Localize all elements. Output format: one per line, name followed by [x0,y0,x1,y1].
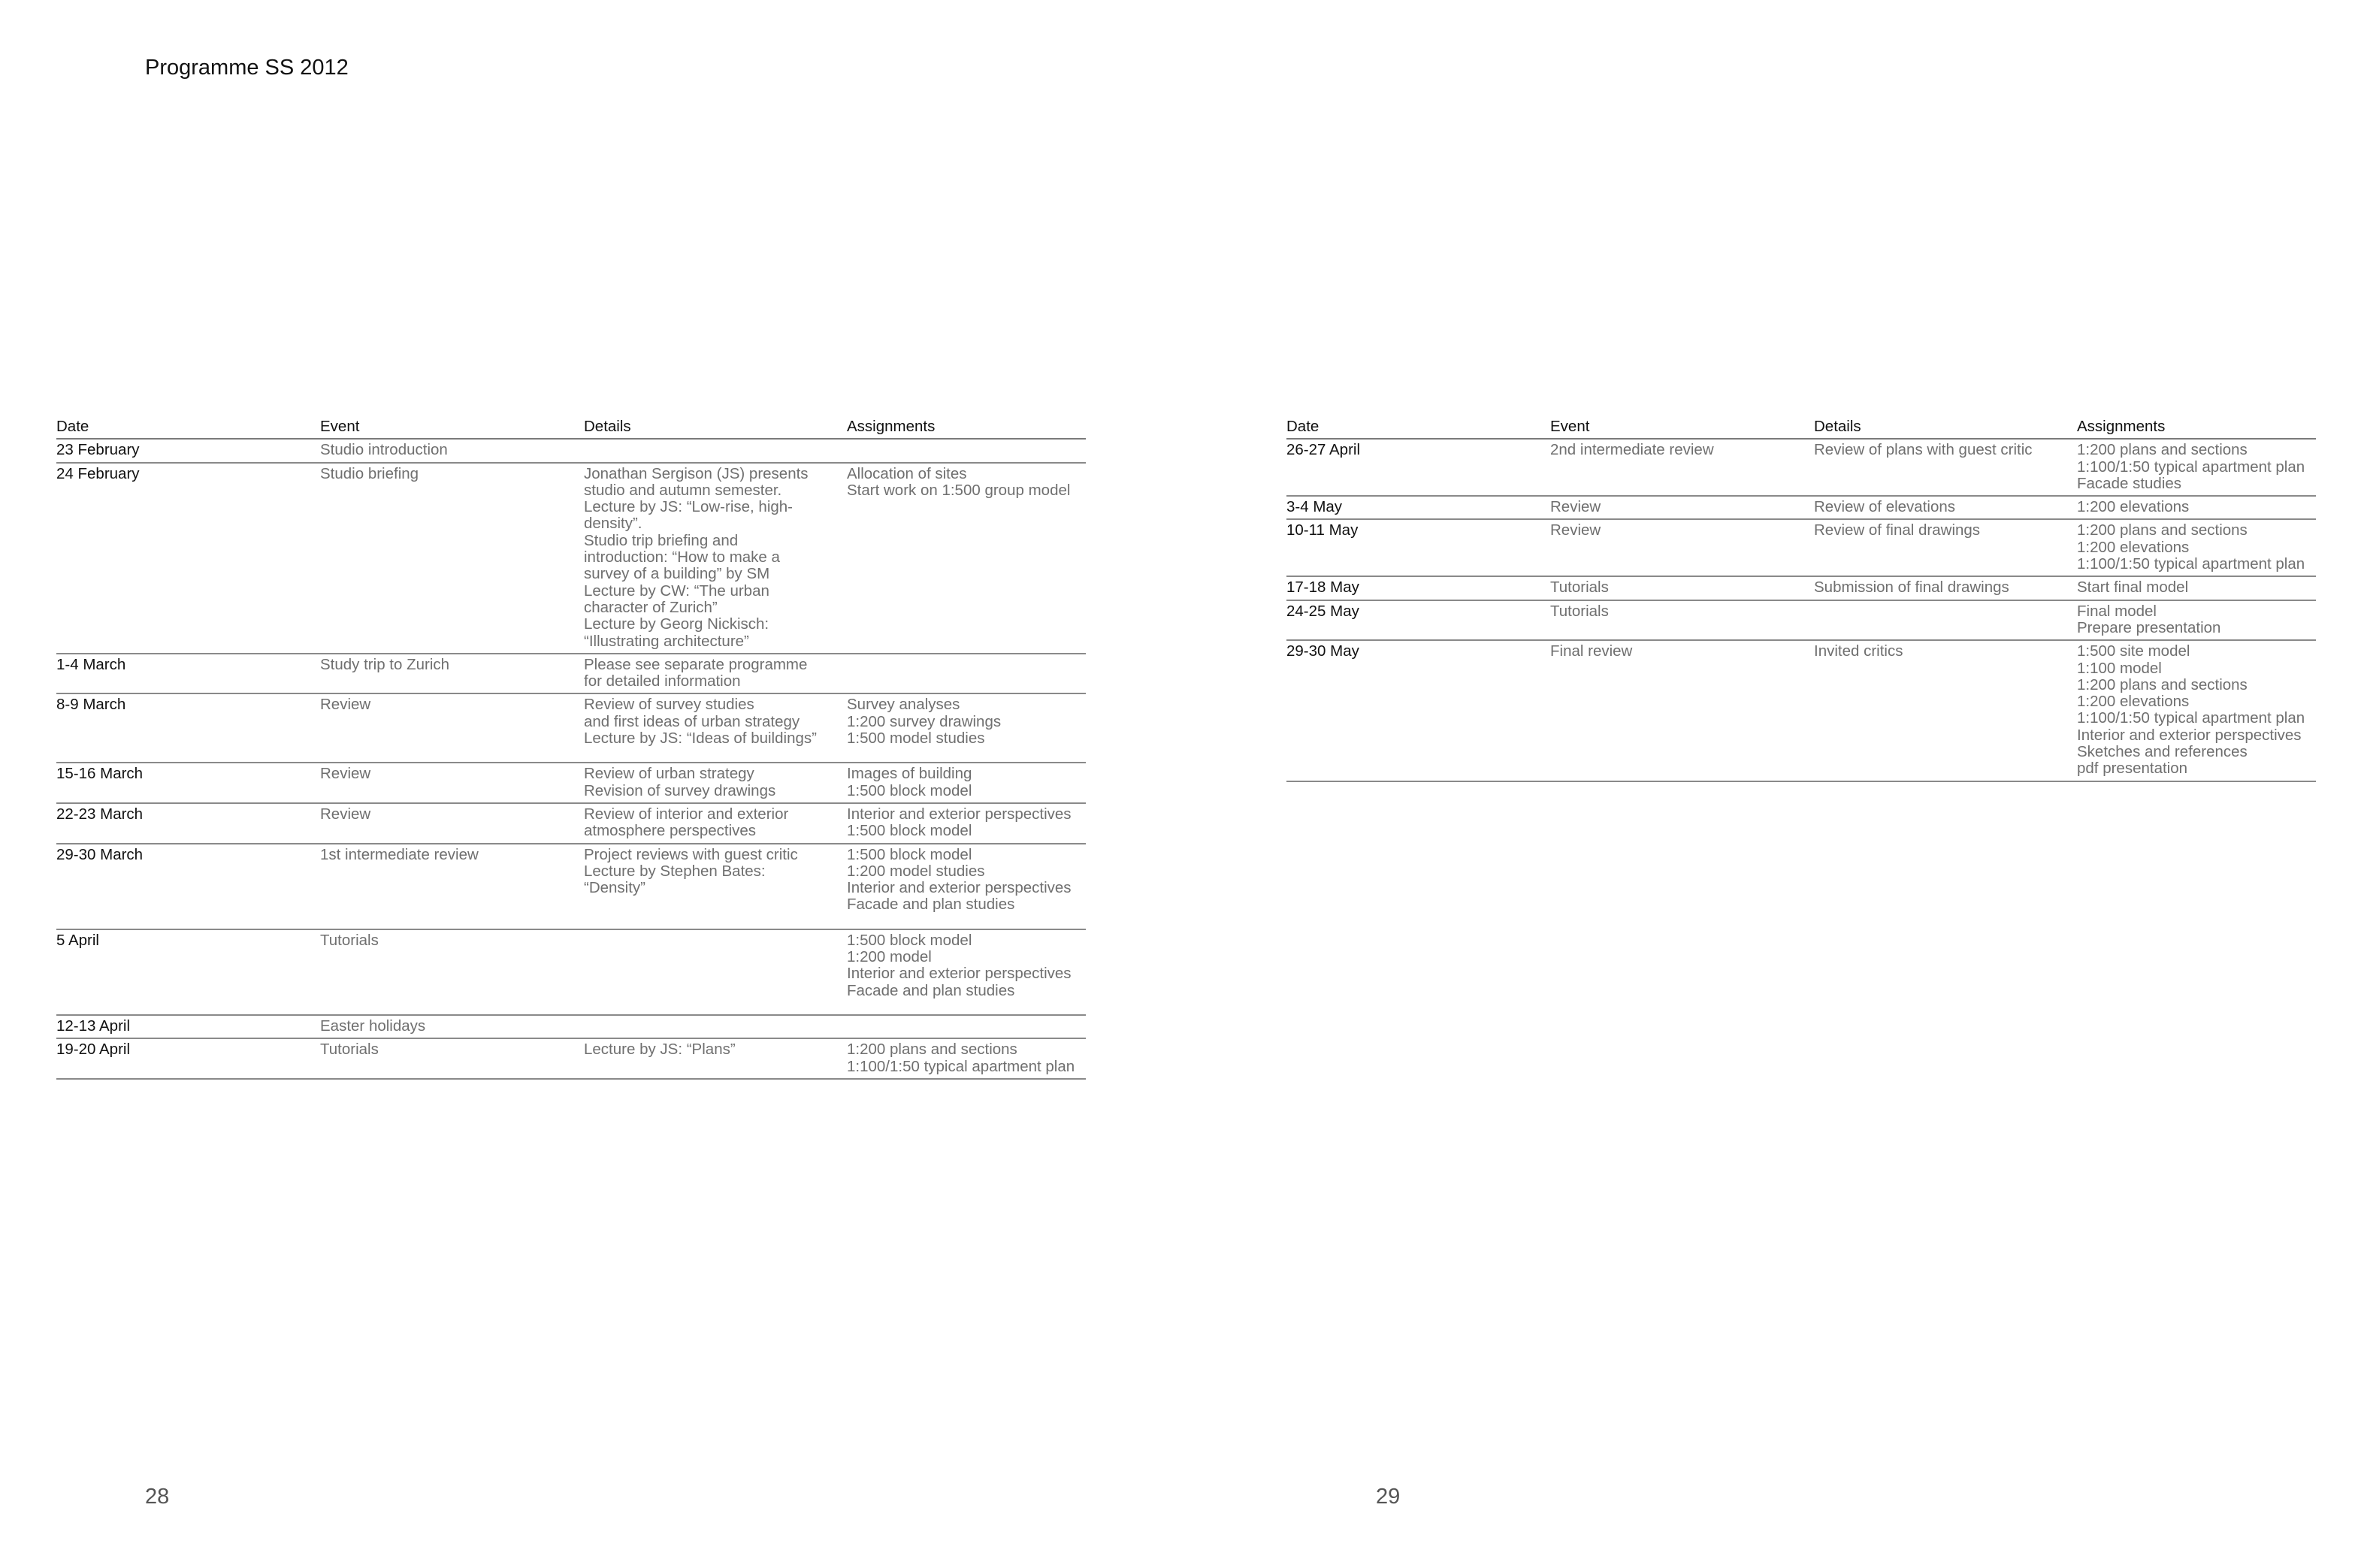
details-cell: Invited critics [1814,640,2077,781]
table-row [56,439,1086,462]
date-cell: 15-16 March [56,763,320,803]
assignments-cell: 1:200 plans and sections 1:100/1:50 typical apartment plan Facade studies [2077,439,2316,496]
date-cell: 26-27 April [1286,439,1550,496]
date-cell: 17-18 May [1286,576,1550,600]
column-header-details: Details [584,415,847,439]
date-cell: 24 February [56,463,320,654]
assignments-cell: Interior and exterior perspectives 1:500 block model [847,803,1086,844]
table-row [1286,439,2316,496]
details-cell [584,1015,847,1038]
date-cell: 10-11 May [1286,519,1550,576]
table-row [56,929,1086,1015]
column-header-event: Event [1550,415,1814,439]
table-row [56,654,1086,694]
table-header-row [56,415,1086,439]
assignments-cell: 1:200 plans and sections 1:100/1:50 typical apartment plan [847,1038,1086,1079]
date-cell: 8-9 March [56,693,320,763]
table-row [56,1038,1086,1079]
event-cell: Tutorials [320,1038,584,1079]
column-header-date: Date [56,415,320,439]
date-cell: 19-20 April [56,1038,320,1079]
event-cell: 1st intermediate review [320,844,584,929]
table-header-row [1286,415,2316,439]
details-cell: Review of interior and exterior atmosphere perspectives [584,803,847,844]
event-cell: Tutorials [320,929,584,1015]
date-cell: 1-4 March [56,654,320,694]
details-cell: Please see separate programme for detailed information [584,654,847,694]
event-cell: Studio briefing [320,463,584,654]
date-cell: 23 February [56,439,320,462]
assignments-cell: 1:200 plans and sections 1:200 elevations 1:100/1:50 typical apartment plan [2077,519,2316,576]
assignments-cell: 1:500 site model 1:100 model 1:200 plans and sections 1:200 elevations 1:100/1:50 typical apartment plan Interior and exterior perspectives Sketches and references pdf presentation [2077,640,2316,781]
details-cell: Review of plans with guest critic [1814,439,2077,496]
page-title: Programme SS 2012 [145,56,349,80]
details-cell: Jonathan Sergison (JS) presents studio and autumn semester. Lecture by JS: “Low-rise, high- density”. Studio trip briefing and introduction: “How to make a survey of a building” by SM Lecture by CW: “The urban character of Zurich” Lecture by Georg Nickisch: “Illustrating architecture” [584,463,847,654]
table-row [1286,600,2316,641]
event-cell: Studio introduction [320,439,584,462]
details-cell [1814,600,2077,641]
assignments-cell: Start final model [2077,576,2316,600]
table-row [56,844,1086,929]
date-cell: 29-30 March [56,844,320,929]
column-header-details: Details [1814,415,2077,439]
assignments-cell: Images of building 1:500 block model [847,763,1086,803]
event-cell: Final review [1550,640,1814,781]
assignments-cell: 1:500 block model 1:200 model studies Interior and exterior perspectives Facade and plan studies [847,844,1086,929]
page-number-right: 29 [1376,1485,1401,1509]
event-cell: Easter holidays [320,1015,584,1038]
assignments-cell: 1:500 block model 1:200 model Interior and exterior perspectives Facade and plan studies [847,929,1086,1015]
event-cell: Review [320,693,584,763]
date-cell: 12-13 April [56,1015,320,1038]
assignments-cell: Survey analyses 1:200 survey drawings 1:500 model studies [847,693,1086,763]
details-cell: Submission of final drawings [1814,576,2077,600]
schedule-table-right [1286,415,2316,782]
table-row [56,693,1086,763]
date-cell: 5 April [56,929,320,1015]
assignments-cell [847,439,1086,462]
table-row [56,763,1086,803]
assignments-cell [847,1015,1086,1038]
details-cell [584,439,847,462]
table-row [1286,640,2316,781]
page-number-left: 28 [145,1485,170,1509]
assignments-cell: Final model Prepare presentation [2077,600,2316,641]
event-cell: 2nd intermediate review [1550,439,1814,496]
table-row [56,463,1086,654]
table-row [1286,519,2316,576]
table-row [1286,576,2316,600]
details-cell: Review of urban strategy Revision of survey drawings [584,763,847,803]
column-header-event: Event [320,415,584,439]
assignments-cell: 1:200 elevations [2077,496,2316,519]
details-cell: Review of final drawings [1814,519,2077,576]
details-cell: Lecture by JS: “Plans” [584,1038,847,1079]
event-cell: Review [320,803,584,844]
table-row [56,1015,1086,1038]
date-cell: 24-25 May [1286,600,1550,641]
details-cell: Review of survey studies and first ideas of urban strategy Lecture by JS: “Ideas of buildings” [584,693,847,763]
event-cell: Review [320,763,584,803]
column-header-date: Date [1286,415,1550,439]
table-row [1286,496,2316,519]
details-cell: Project reviews with guest critic Lecture by Stephen Bates: “Density” [584,844,847,929]
details-cell: Review of elevations [1814,496,2077,519]
column-header-assignments: Assignments [2077,415,2316,439]
assignments-cell: Allocation of sites Start work on 1:500 group model [847,463,1086,654]
details-cell [584,929,847,1015]
assignments-cell [847,654,1086,694]
table-row [56,803,1086,844]
event-cell: Review [1550,519,1814,576]
schedule-table-left [56,415,1086,1080]
date-cell: 22-23 March [56,803,320,844]
date-cell: 29-30 May [1286,640,1550,781]
date-cell: 3-4 May [1286,496,1550,519]
event-cell: Tutorials [1550,576,1814,600]
column-header-assignments: Assignments [847,415,1086,439]
event-cell: Study trip to Zurich [320,654,584,694]
event-cell: Review [1550,496,1814,519]
event-cell: Tutorials [1550,600,1814,641]
